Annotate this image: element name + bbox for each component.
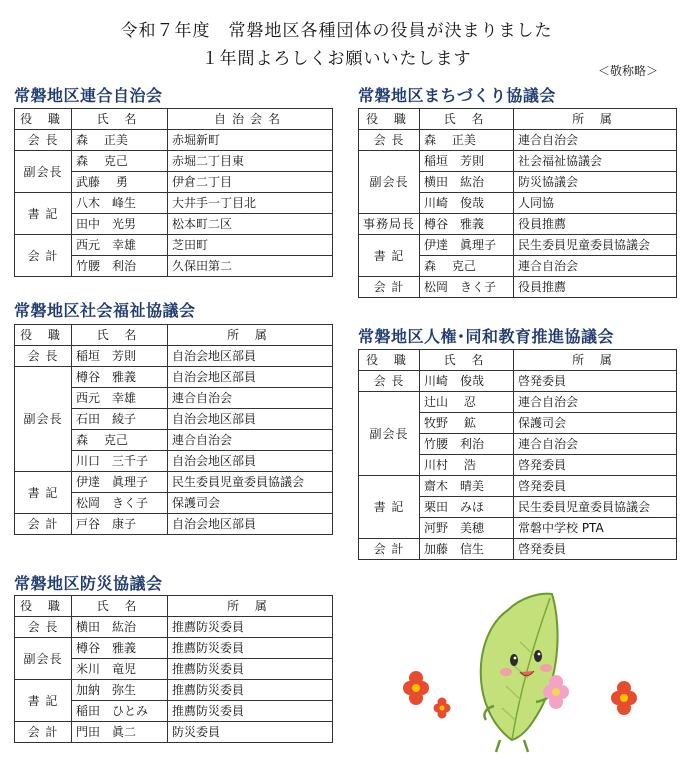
affiliation-cell: 赤堀二丁目東: [168, 151, 333, 172]
affiliation-cell: 松本町二区: [168, 214, 333, 235]
affiliation-cell: 連合自治会: [514, 256, 677, 277]
table-row: [359, 392, 677, 413]
column-header: 自治会名: [168, 109, 333, 130]
member-name-cell: 辻山 忍: [420, 392, 514, 413]
table-row: [359, 151, 677, 172]
affiliation-cell: 啓発委員: [514, 455, 677, 476]
affiliation-cell: 啓発委員: [514, 371, 677, 392]
column-header: 氏 名: [72, 596, 168, 617]
affiliation-cell: 連合自治会: [514, 434, 677, 455]
member-name-cell: 川村 浩: [420, 455, 514, 476]
role-cell: 事務局長: [359, 214, 420, 235]
role-cell: 会 長: [359, 130, 420, 151]
affiliation-cell: 芝田町: [168, 235, 333, 256]
affiliation-cell: 自治会地区部員: [168, 451, 333, 472]
member-name-cell: 竹腰 利治: [420, 434, 514, 455]
member-name-cell: 門田 眞二: [72, 722, 168, 743]
table-header-row: [359, 109, 677, 130]
org-table-jinken-dowa: [358, 349, 677, 560]
member-name-cell: 樽谷 雅義: [420, 214, 514, 235]
table-row: [359, 130, 677, 151]
member-name-cell: 松岡 きく子: [72, 493, 168, 514]
affiliation-cell: 役員推薦: [514, 277, 677, 298]
affiliation-cell: 人同協: [514, 193, 677, 214]
page-title: 令和７年度 常磐地区各種団体の役員が決まりました: [120, 21, 553, 41]
table-row: [15, 617, 333, 638]
leaf-character-icon: [481, 594, 558, 752]
role-cell: 会 計: [359, 277, 420, 298]
member-name-cell: 稲垣 芳則: [72, 346, 168, 367]
role-cell: 会 長: [15, 617, 72, 638]
member-name-cell: 横田 紘治: [72, 617, 168, 638]
table-row: [15, 472, 333, 493]
affiliation-cell: 役員推薦: [514, 214, 677, 235]
role-cell: 会 長: [359, 371, 420, 392]
flower-left-icon: [403, 671, 429, 705]
column-header: 所 属: [168, 325, 333, 346]
leaf-mascot-illustration: [390, 590, 690, 755]
member-name-cell: 加藤 信生: [420, 539, 514, 560]
affiliation-cell: 連合自治会: [514, 392, 677, 413]
affiliation-cell: 啓発委員: [514, 539, 677, 560]
affiliation-cell: 推薦防災委員: [168, 638, 333, 659]
table-row: [15, 680, 333, 701]
member-name-cell: 石田 綾子: [72, 409, 168, 430]
affiliation-cell: 自治会地区部員: [168, 346, 333, 367]
member-name-cell: 川崎 俊哉: [420, 371, 514, 392]
affiliation-cell: 自治会地区部員: [168, 514, 333, 535]
column-header: 役 職: [15, 596, 72, 617]
member-name-cell: 戸谷 康子: [72, 514, 168, 535]
role-cell: 書 記: [359, 235, 420, 277]
member-name-cell: 川口 三千子: [72, 451, 168, 472]
affiliation-cell: 自治会地区部員: [168, 409, 333, 430]
table-row: [359, 235, 677, 256]
affiliation-cell: 伊倉二丁目: [168, 172, 333, 193]
affiliation-cell: 自治会地区部員: [168, 367, 333, 388]
member-name-cell: 稲田 ひとみ: [72, 701, 168, 722]
member-name-cell: 齋木 晴美: [420, 476, 514, 497]
affiliation-cell: 保護司会: [168, 493, 333, 514]
member-name-cell: 伊達 眞理子: [420, 235, 514, 256]
member-name-cell: 横田 紘治: [420, 172, 514, 193]
table-row: [359, 277, 677, 298]
affiliation-cell: 民生委員児童委員協議会: [514, 497, 677, 518]
section-title-rengo-jichikai: 常磐地区連合自治会: [14, 86, 163, 105]
member-name-cell: 森 克己: [420, 256, 514, 277]
member-name-cell: 松岡 きく子: [420, 277, 514, 298]
affiliation-cell: 民生委員児童委員協議会: [168, 472, 333, 493]
role-cell: 会 計: [15, 235, 72, 277]
role-cell: 副会長: [359, 151, 420, 214]
org-table-shakai-fukushi: [14, 324, 333, 535]
table-row: [359, 371, 677, 392]
affiliation-cell: 連合自治会: [168, 388, 333, 409]
member-name-cell: 森 正美: [72, 130, 168, 151]
table-header-row: [15, 109, 333, 130]
table-header-row: [15, 325, 333, 346]
affiliation-cell: 推薦防災委員: [168, 701, 333, 722]
org-table-rengo-jichikai: [14, 108, 333, 277]
role-cell: 書 記: [15, 680, 72, 722]
table-row: [15, 346, 333, 367]
affiliation-cell: 推薦防災委員: [168, 617, 333, 638]
member-name-cell: 伊達 眞理子: [72, 472, 168, 493]
table-row: [359, 476, 677, 497]
member-name-cell: 牧野 鉱: [420, 413, 514, 434]
member-name-cell: 武藤 勇: [72, 172, 168, 193]
column-header: 氏 名: [420, 350, 514, 371]
table-row: [15, 193, 333, 214]
affiliation-cell: 啓発委員: [514, 476, 677, 497]
affiliation-cell: 久保田第二: [168, 256, 333, 277]
org-table-bosai: [14, 595, 333, 743]
section-title-machizukuri: 常磐地区まちづくり協議会: [358, 86, 556, 105]
table-row: [15, 151, 333, 172]
role-cell: 書 記: [15, 193, 72, 235]
column-header: 所 属: [514, 350, 677, 371]
table-row: [15, 130, 333, 151]
column-header: 役 職: [15, 109, 72, 130]
column-header: 氏 名: [420, 109, 514, 130]
role-cell: 会 計: [15, 722, 72, 743]
affiliation-cell: 連合自治会: [168, 430, 333, 451]
table-row: [15, 638, 333, 659]
flower-right-icon: [611, 681, 637, 715]
role-cell: 会 長: [15, 346, 72, 367]
org-table-machizukuri: [358, 108, 677, 298]
affiliation-cell: 赤堀新町: [168, 130, 333, 151]
page-subtitle: １年間よろしくお願いいたします: [201, 49, 472, 69]
member-name-cell: 森 正美: [420, 130, 514, 151]
member-name-cell: 田中 光男: [72, 214, 168, 235]
member-name-cell: 河野 美穂: [420, 518, 514, 539]
member-name-cell: 八木 峰生: [72, 193, 168, 214]
member-name-cell: 竹腰 利治: [72, 256, 168, 277]
member-name-cell: 加納 弥生: [72, 680, 168, 701]
member-name-cell: 森 克己: [72, 151, 168, 172]
section-title-jinken-dowa: 常磐地区人権･同和教育推進協議会: [358, 327, 615, 346]
affiliation-cell: 防災委員: [168, 722, 333, 743]
column-header: 所 属: [168, 596, 333, 617]
section-title-bosai: 常磐地区防災協議会: [14, 574, 163, 593]
role-cell: 副会長: [15, 638, 72, 680]
member-name-cell: 川崎 俊哉: [420, 193, 514, 214]
affiliation-cell: 連合自治会: [514, 130, 677, 151]
member-name-cell: 栗田 みほ: [420, 497, 514, 518]
role-cell: 副会長: [15, 367, 72, 472]
affiliation-cell: 民生委員児童委員協議会: [514, 235, 677, 256]
member-name-cell: 米川 竜児: [72, 659, 168, 680]
honorific-note: ＜敬称略＞: [598, 64, 659, 78]
column-header: 所 属: [514, 109, 677, 130]
column-header: 氏 名: [72, 109, 168, 130]
table-row: [359, 214, 677, 235]
member-name-cell: 樽谷 雅義: [72, 367, 168, 388]
role-cell: 副会長: [15, 151, 72, 193]
affiliation-cell: 常磐中学校 PTA: [514, 518, 677, 539]
column-header: 役 職: [15, 325, 72, 346]
table-header-row: [15, 596, 333, 617]
affiliation-cell: 大井手一丁目北: [168, 193, 333, 214]
affiliation-cell: 推薦防災委員: [168, 680, 333, 701]
member-name-cell: 稲垣 芳則: [420, 151, 514, 172]
column-header: 氏 名: [72, 325, 168, 346]
role-cell: 書 記: [15, 472, 72, 514]
affiliation-cell: 社会福祉協議会: [514, 151, 677, 172]
member-name-cell: 樽谷 雅義: [72, 638, 168, 659]
table-row: [15, 367, 333, 388]
role-cell: 書 記: [359, 476, 420, 539]
member-name-cell: 森 克己: [72, 430, 168, 451]
table-row: [15, 235, 333, 256]
column-header: 役 職: [359, 350, 420, 371]
affiliation-cell: 保護司会: [514, 413, 677, 434]
column-header: 役 職: [359, 109, 420, 130]
section-title-shakai-fukushi: 常磐地区社会福祉協議会: [14, 301, 196, 320]
affiliation-cell: 防災協議会: [514, 172, 677, 193]
role-cell: 副会長: [359, 392, 420, 476]
table-row: [15, 722, 333, 743]
role-cell: 会 計: [15, 514, 72, 535]
table-row: [359, 539, 677, 560]
member-name-cell: 西元 幸雄: [72, 388, 168, 409]
member-name-cell: 西元 幸雄: [72, 235, 168, 256]
table-row: [15, 514, 333, 535]
affiliation-cell: 推薦防災委員: [168, 659, 333, 680]
role-cell: 会 長: [15, 130, 72, 151]
table-header-row: [359, 350, 677, 371]
role-cell: 会 計: [359, 539, 420, 560]
flower-small-icon: [434, 698, 451, 719]
